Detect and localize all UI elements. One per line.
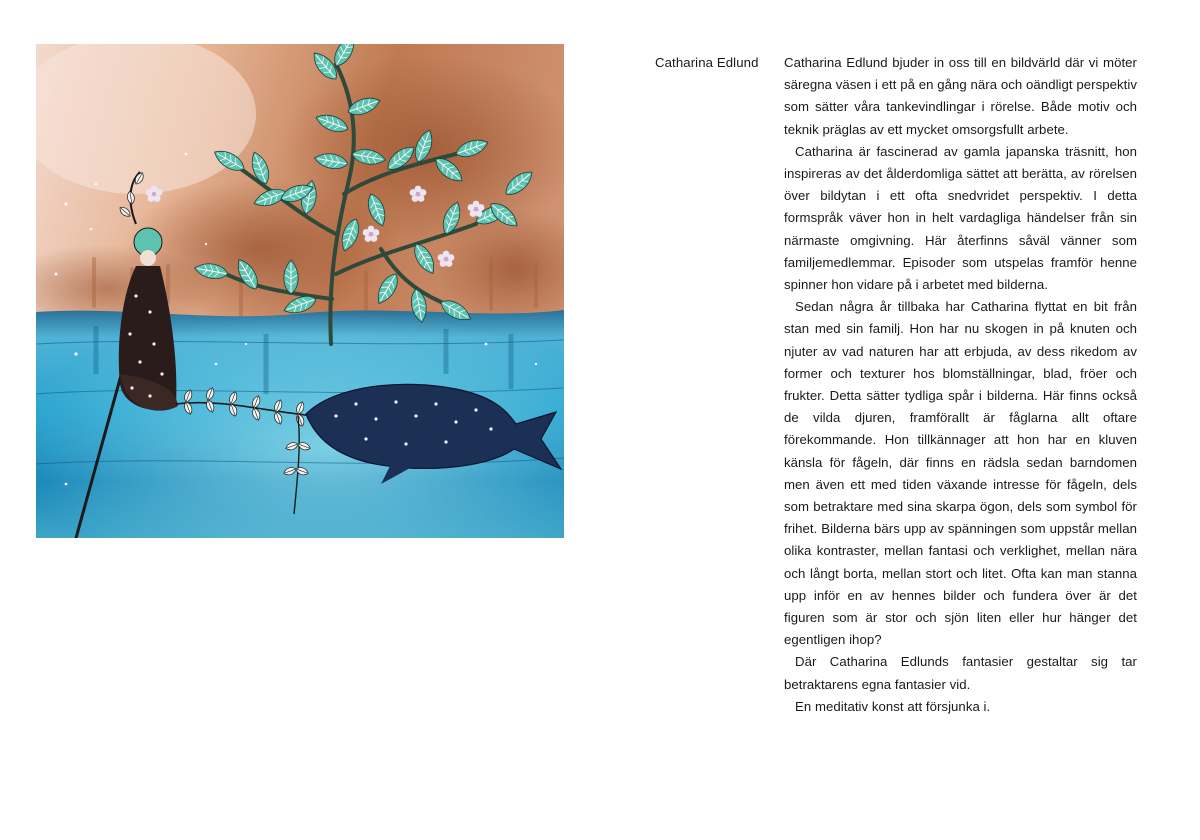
- artwork-illustration: [36, 44, 564, 538]
- paragraph: Catharina är fascinerad av gamla japanska träsnitt, hon inspireras av det ålderdomliga sättet att berätta, av rörelsen över bildytan i ett ofta snedvridet perspektiv. I detta formspråk väver hon in helt vardagliga händelser från sin närmaste omgivning. Här återfinns såväl vänner som familjemedlemmar. Episoder som utspelas framför henne spinner hon vidare på i arbetet med bilderna.: [784, 143, 1137, 293]
- paragraph: Catharina Edlund bjuder in oss till en bildvärld där vi möter säregna väsen i ett på en gång nära och oändligt perspektiv som sätter våra tankevindlingar i rörelse. Både motiv och teknik präglas av ett mycket omsorgsfullt arbete.: [784, 55, 1137, 137]
- paragraph: En meditativ konst att försjunka i.: [795, 698, 991, 714]
- paragraph: Där Catharina Edlunds fantasier gestaltar sig tar betraktarens egna fantasier vid.: [784, 654, 1137, 692]
- artist-name: Catharina Edlund: [655, 55, 759, 70]
- paragraph: Sedan några år tillbaka har Catharina flyttat en bit från stan med sin familj. Hon har nu skogen in på knuten och njuter av vad naturen har att erbjuda, av dess rikedom av former och texturer hos blomställningar, blad, fröer och frukter. Detta sätter tydliga spår i bilderna. Här finns också de vilda djuren, framförallt är fåglarna allt oftare förekommande. Hon tillkännager att hon har en kluven känsla för fågeln, där finns en rädsla sedan barndomen men även ett med tiden växande intresse för fågeln, dels som betraktare med sina skarpa ögon, dels som symbol för frihet. Bilderna bärs upp av spänningen som uppstår mellan olika kontraster, mellan fantasi och verklighet, mellan nära och långt borta, mellan stort och litet. Ofta kan man stanna upp inför en av hennes bilder och fundera över är det figuren som är stor och sjön liten eller hur hänger det egentligen ihop?: [784, 299, 1137, 648]
- artist-statement: [784, 52, 1137, 718]
